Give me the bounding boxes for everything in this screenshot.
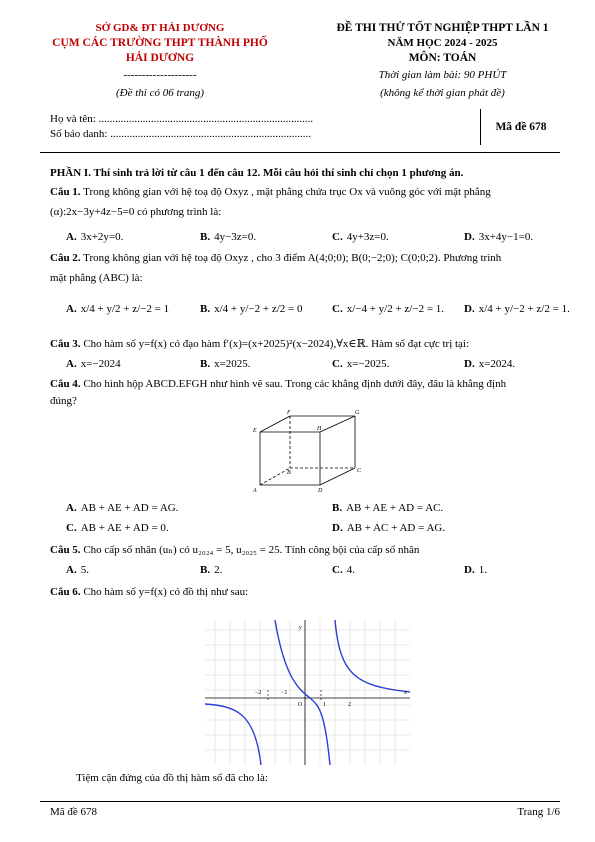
q1-option-b: B. 4y−3z=0. <box>200 231 257 243</box>
label-h: H <box>317 426 322 432</box>
question-2: Câu 2. Trong không gian với hệ toạ độ Oxyz , cho 3 điểm A(4;0;0); B(0;−2;0); C(0;0;2). Phương trình <box>50 252 502 264</box>
candidate-name-field: Họ và tên: .............................................................................. <box>50 113 314 125</box>
label-d: D <box>318 488 323 494</box>
exam-title: ĐỀ THI THỬ TỐT NGHIỆP THPT LẦN 1 <box>336 22 549 34</box>
dept-name: SỞ GD& ĐT HẢI DƯƠNG <box>95 22 225 34</box>
y-axis-label: y <box>299 625 302 631</box>
label-a: A <box>253 488 257 494</box>
footer-page-number: Trang 1/6 <box>517 806 560 818</box>
edge-hg <box>320 416 355 432</box>
exam-code-box: Mã đề 678 <box>480 109 561 145</box>
q5-option-a: A. 5. <box>66 564 89 576</box>
question-6: Câu 6. Cho hàm số y=f(x) có đồ thị như sau: <box>50 586 249 598</box>
q2-option-d: D. x/4 + y/−2 + z/2 = 1. <box>464 303 570 315</box>
question-6-prompt: Tiệm cận đứng của đồ thị hàm số đã cho là: <box>76 772 268 784</box>
q3-option-d: D. x=2024. <box>464 358 516 370</box>
school-cluster: CỤM CÁC TRƯỜNG THPT THÀNH PHỐ <box>52 37 268 49</box>
footer-exam-code: Mã đề 678 <box>50 806 98 818</box>
label-g: G <box>355 410 360 416</box>
question-1 <box>50 184 560 200</box>
question-4: Câu 4. Cho hình hộp ABCD.EFGH như hình vẽ sau. Trong các khẳng định dưới đây, đâu là khẳng định <box>50 378 507 390</box>
time-note: (không kể thời gian phát đề) <box>380 87 505 99</box>
edge-ab-hidden <box>260 468 290 485</box>
question-text: Trong không gian với hệ toạ độ Oxyz , mặt phẳng chứa trục Ox và vuông góc với mặt phẳng <box>83 186 491 198</box>
label-b: B <box>287 470 291 476</box>
footer-rule <box>40 801 560 802</box>
curve-right-branch <box>335 620 410 692</box>
header-rule <box>40 152 560 153</box>
part-title: PHẦN I. Thí sinh trả lời từ câu 1 đến câu 12. Mỗi câu hỏi thí sinh chỉ chọn 1 phương án. <box>50 167 464 179</box>
graph-grid <box>205 620 410 765</box>
time-limit: Thời gian làm bài: 90 PHÚT <box>378 69 507 81</box>
page-count-note: (Đề thi có 06 trang) <box>116 87 204 99</box>
q4-option-d: D. AB + AC + AD = AG. <box>332 522 446 534</box>
subject: MÔN: TOÁN <box>408 52 477 64</box>
box-figure <box>245 410 375 495</box>
question-3: Câu 3. Cho hàm số y=f(x) có đạo hàm f′(x)=(x+2025)²(x−2024),∀x∈ℝ. Hàm số đạt cực trị tại: <box>50 338 470 350</box>
q4-option-a: A. AB + AE + AD = AG. <box>66 502 179 514</box>
q1-option-a: A. 3x+2y=0. <box>66 231 124 243</box>
q2-option-a: A. x/4 + y/2 + z/−2 = 1 <box>66 303 170 315</box>
question-5: Câu 5. Cho cấp số nhân (uₙ) có u₂₀₂₄ = 5, u₂₀₂₅ = 25. Tính công bội của cấp số nhân <box>50 544 420 556</box>
q2-option-c: C. x/−4 + y/2 + z/−2 = 1. <box>332 303 445 315</box>
tick-label-neg2: −2 <box>255 690 262 696</box>
q3-option-a: A. x=−2024 <box>66 358 121 370</box>
header-divider: -------------------- <box>123 69 197 81</box>
curve-left-branch <box>205 704 261 765</box>
origin-label: O <box>298 702 303 708</box>
question-2-line2: mặt phẳng (ABC) là: <box>50 272 143 284</box>
label-c: C <box>357 468 362 474</box>
x-axis-label: x <box>404 690 407 696</box>
tick-label-pos1: 1 <box>323 702 326 708</box>
q1-option-c: C. 4y+3z=0. <box>332 231 389 243</box>
edge-ef <box>260 416 290 432</box>
q5-option-c: C. 4. <box>332 564 355 576</box>
question-4-line2: đúng? <box>50 395 77 407</box>
label-e: E <box>253 428 257 434</box>
tick-label-neg1: −1 <box>281 690 288 696</box>
tick-label-pos2: 2 <box>348 702 351 708</box>
q3-option-c: C. x=−2025. <box>332 358 390 370</box>
q2-option-b: B. x/4 + y/−2 + z/2 = 0 <box>200 303 303 315</box>
label-f: F <box>287 410 291 416</box>
school-year: NĂM HỌC 2024 - 2025 <box>387 37 498 49</box>
q5-option-d: D. 1. <box>464 564 487 576</box>
question-label: Câu 1. <box>50 186 81 198</box>
edge-dc <box>320 468 355 485</box>
q4-option-b: B. AB + AE + AD = AC. <box>332 502 444 514</box>
q3-option-b: B. x=2025. <box>200 358 251 370</box>
q1-option-d: D. 3x+4y−1=0. <box>464 231 534 243</box>
question-1-line2: (α):2x−3y+4z−5=0 có phương trình là: <box>50 206 222 218</box>
q4-option-c: C. AB + AE + AD = 0. <box>66 522 169 534</box>
function-graph <box>205 620 410 765</box>
school-city: HẢI DƯƠNG <box>125 52 195 64</box>
candidate-id-field: Số báo danh: ......................................................................... <box>50 128 311 140</box>
q5-option-b: B. 2. <box>200 564 223 576</box>
